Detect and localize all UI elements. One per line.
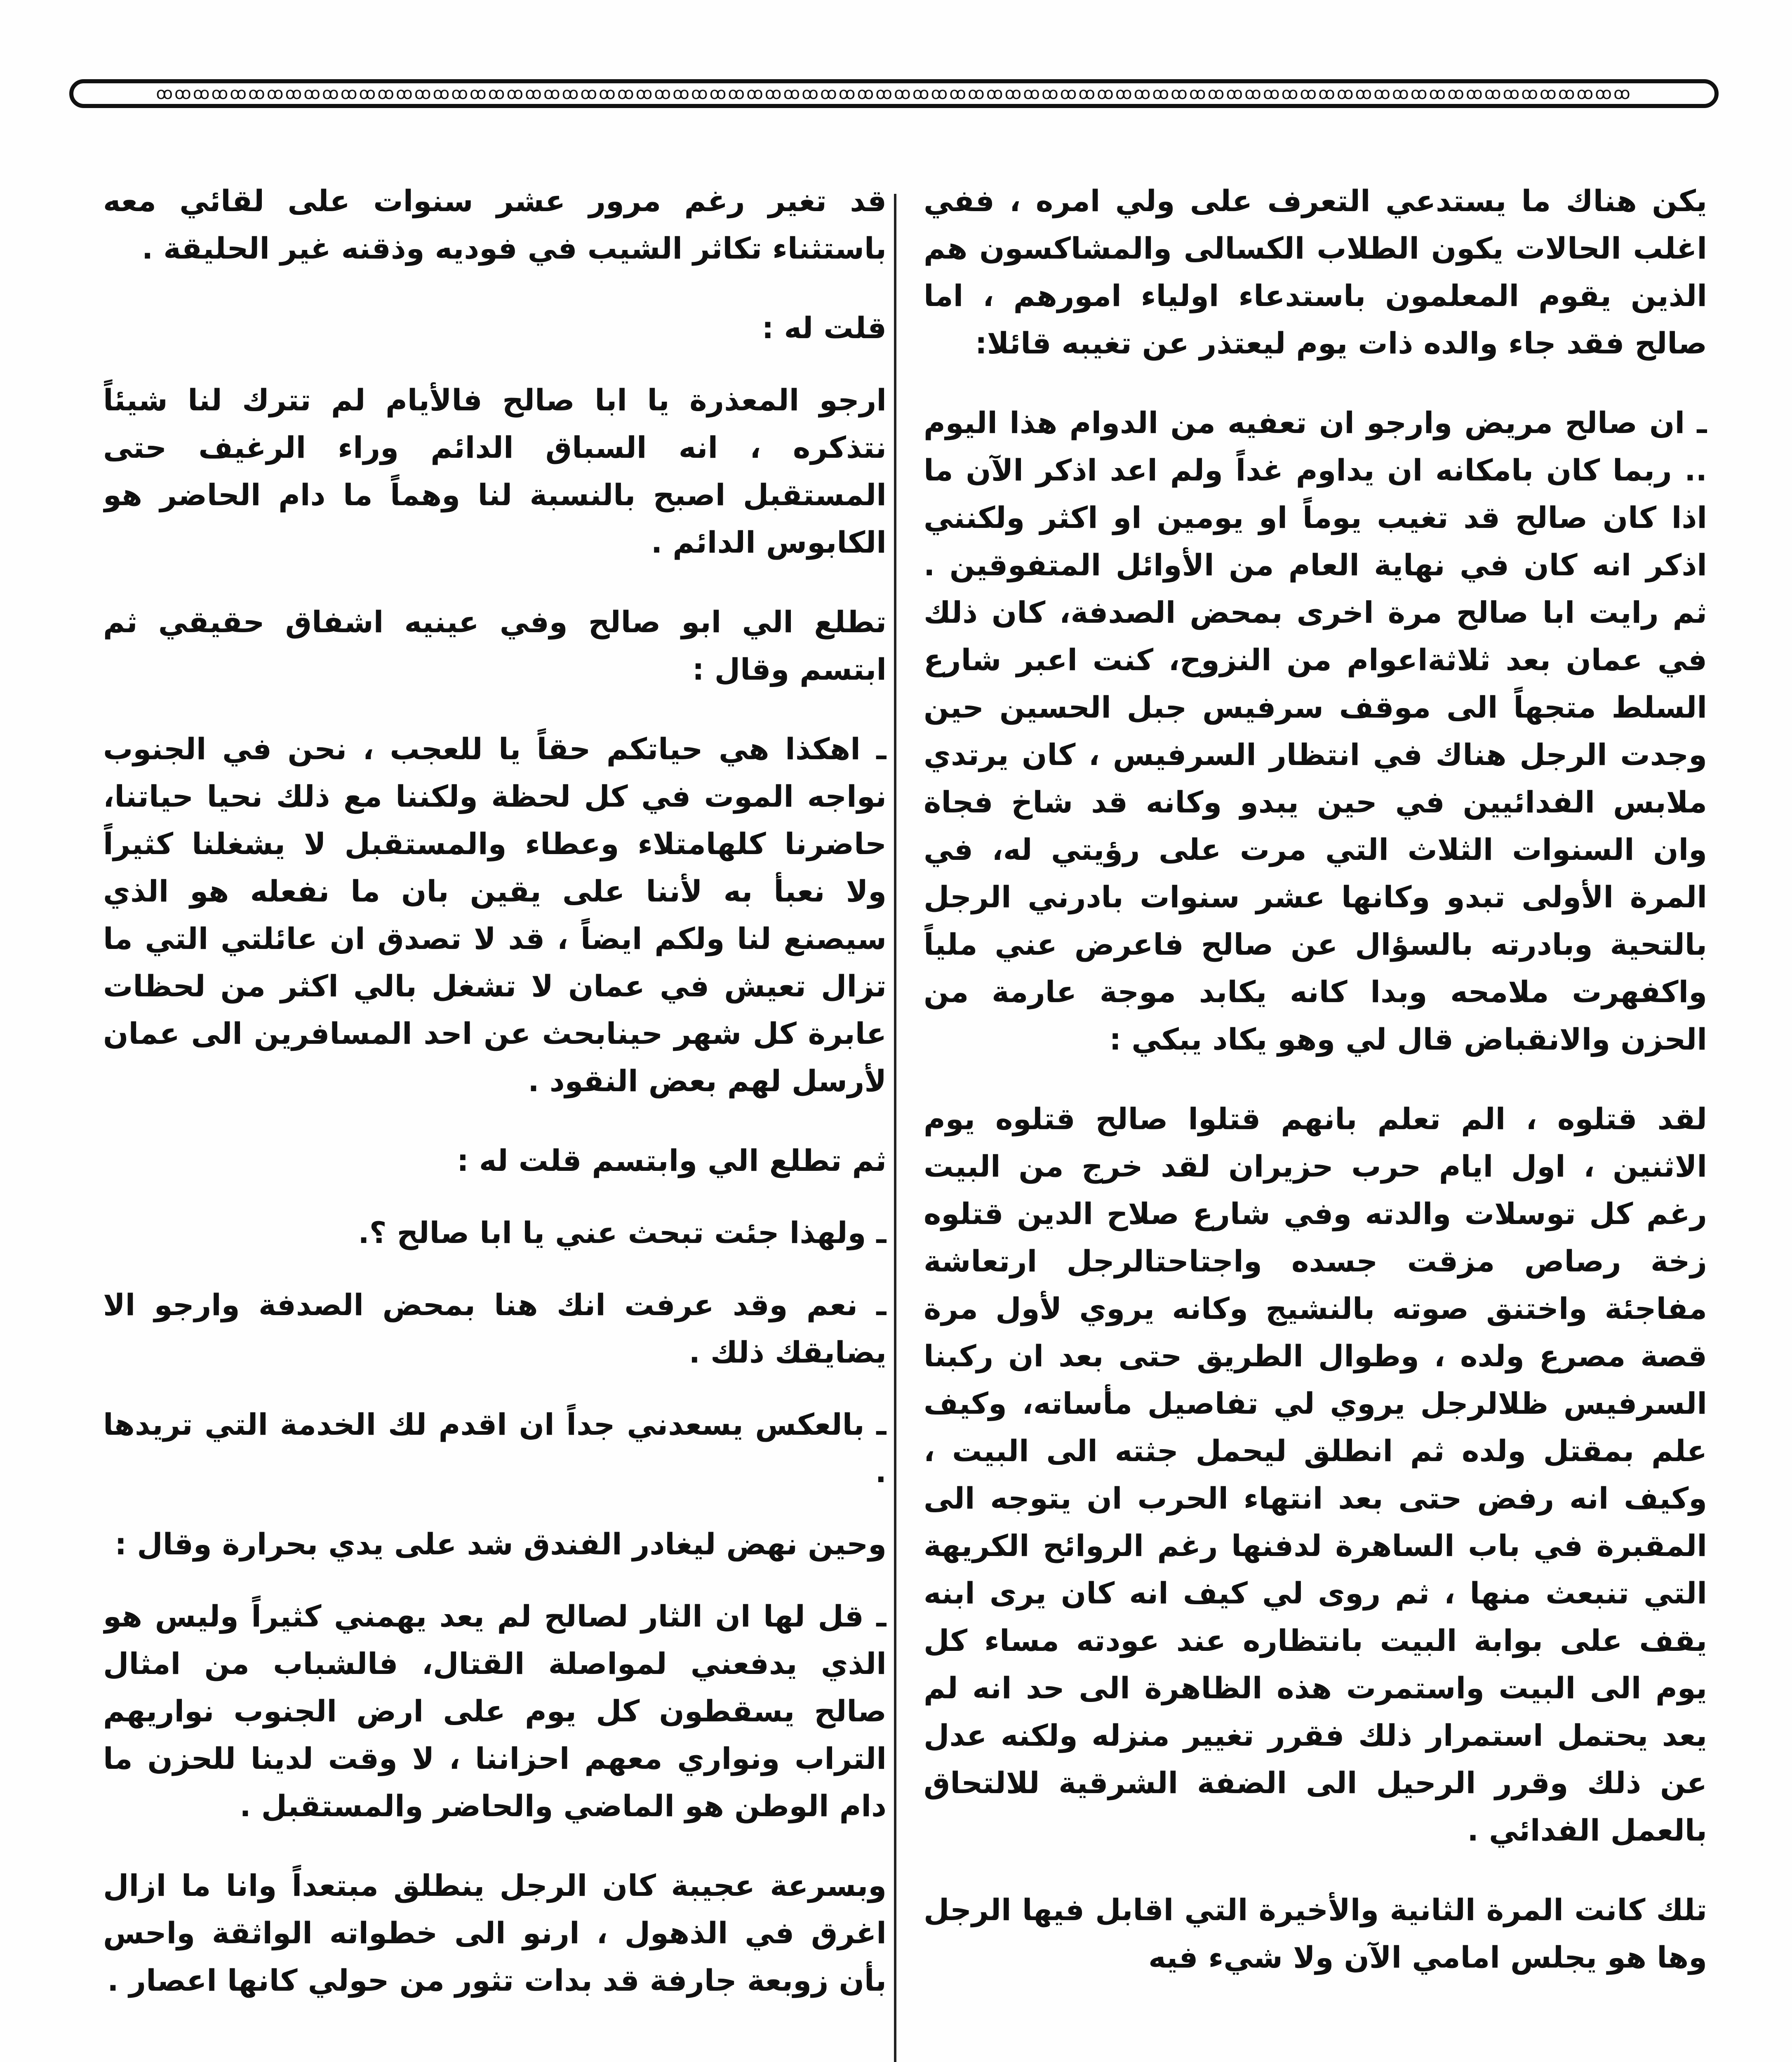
paragraph: ـ بالعكس يسعدني جداً ان اقدم لك الخدمة التي تريدها . xyxy=(103,1407,887,1489)
paragraph: ثم تطلع الي وابتسم قلت له : xyxy=(456,1143,887,1178)
paragraph: قد تغير رغم مرور عشر سنوات على لقائي معه باستثناء تكاثر الشيب في فوديه وذقنه غير الحليقة . xyxy=(103,184,887,266)
paragraph: ـ ولهذا جئت تبحث عني يا ابا صالح ؟. xyxy=(358,1215,887,1250)
paragraph: وحين نهض ليغادر الفندق شد على يدي بحرارة وقال : xyxy=(115,1527,887,1561)
paragraph: ارجو المعذرة يا ابا صالح فالأيام لم تترك لنا شيئاً نتذكره ، انه السباق الدائم وراء الرغيف حتى المستقبل اصبح بالنسبة لنا وهماً ما دام الحاضر هو الكابوس الدائم . xyxy=(103,383,887,560)
paragraph: ـ قل لها ان الثار لصالح لم يعد يهمني كثيراً وليس هو الذي يدفعني لمواصلة القتال، فالشباب من امثال صالح يسقطون كل يوم على ارض الجنوب نواريهم التراب ونواري معهم احزاننا ، لا وقت لدينا للحزن ما دام الوطن هو الماضي والحاضر والمستقبل . xyxy=(103,1599,887,1823)
paragraph: ـ ان صالح مريض وارجو ان تعفيه من الدوام هذا اليوم .. ربما كان بامكانه ان يداوم غداً ولم اعد اذكر الآن ما اذا كان صالح قد تغيب يوماً او يومين او اكثر ولكنني اذكر انه كان في نهاية العام من الأوائل المتفوقين . ثم رايت ابا صالح مرة اخرى بمحض الصدفة، كان ذلك في عمان بعد ثلاثةاعوام من النزوح، كنت اعبر شارع السلط متجهاً الى موقف سرفيس جبل الحسين حين وجدت الرجل هناك في انتظار السرفيس ، كان يرتدي ملابس الفدائيين في حين يبدو وكانه قد شاخ فجاة وان السنوات الثلاث التي مرت على رؤيتي له، في المرة الأولى تبدو وكانها عشر سنوات بادرني الرجل بالتحية وبادرته بالسؤال عن صالح فاعرض عني ملياً واكفهرت ملامحه وبدا كانه يكابد موجة عارمة من الحزن والانقباض قال لي وهو يكاد يبكي : xyxy=(924,405,1707,1057)
paragraph: ـ اهكذا هي حياتكم حقاً يا للعجب ، نحن في الجنوب نواجه الموت في كل لحظة ولكننا مع ذلك نحيا حياتنا، حاضرنا كلهامتلاء وعطاء والمستقبل لا يشغلنا كثيراً ولا نعبأ به لأننا على يقين بان ما نفعله هو الذي سيصنع لنا ولكم ايضاً ، قد لا تصدق ان عائلتي التي ما تزال تعيش في عمان لا تشغل بالي اكثر من لحظات عابرة كل شهر حينابحث عن احد المسافرين الى عمان لأرسل لهم بعض النقود . xyxy=(103,732,887,1098)
left-text-column xyxy=(103,177,887,2062)
paragraph: يكن هناك ما يستدعي التعرف على ولي امره ، ففي اغلب الحالات يكون الطلاب الكسالى والمشاكسون هم الذين يقوم المعلمون باستدعاء اولياء امورهم ، اما صالح فقد جاء والده ذات يوم ليعتذر عن تغيبه قائلا: xyxy=(924,184,1707,360)
header-ornament: ꚙꚙꚙꚙꚙꚙꚙꚙꚙꚙꚙꚙꚙꚙꚙꚙꚙꚙꚙꚙꚙꚙꚙꚙꚙꚙꚙꚙꚙꚙꚙꚙꚙꚙꚙꚙꚙꚙꚙꚙꚙꚙꚙꚙꚙꚙꚙꚙꚙꚙꚙꚙꚙꚙꚙꚙꚙꚙꚙꚙꚙꚙꚙꚙꚙꚙꚙꚙꚙꚙꚙꚙꚙꚙꚙꚙꚙꚙꚙꚙ xyxy=(156,84,1632,103)
paragraph: تطلع الي ابو صالح وفي عينيه اشفاق حقيقي ثم ابتسم وقال : xyxy=(103,605,887,687)
paragraph: لقد قتلوه ، الم تعلم بانهم قتلوا صالح قتلوه يوم الاثنين ، اول ايام حرب حزيران لقد خرج من البيت رغم كل توسلات والدته وفي شارع صلاح الدين قتلوه زخة رصاص مزقت جسده واجتاحتالرجل ارتعاشة مفاجئة واختنق صوته بالنشيج وكانه يروي لأول مرة قصة مصرع ولده ، وطوال الطريق حتى بعد ان ركبنا السرفيس ظلالرجل يروي لي تفاصيل مأساته، وكيف علم بمقتل ولده ثم انطلق ليحمل جثته الى البيت ، وكيف انه رفض حتى بعد انتهاء الحرب ان يتوجه الى المقبرة في باب الساهرة لدفنها رغم الروائح الكريهة التي تنبعث منها ، ثم روى لي كيف انه كان يرى ابنه يقف على بوابة البيت بانتظاره عند عودته مساء كل يوم الى البيت واستمرت هذه الظاهرة الى حد انه لم يعد يحتمل استمرار ذلك فقرر تغيير منزله ولكنه عدل عن ذلك وقرر الرحيل الى الضفة الشرقية للالتحاق بالعمل الفدائي . xyxy=(924,1102,1707,1848)
paragraph: وبسرعة عجيبة كان الرجل ينطلق مبتعداً وانا ما ازال اغرق في الذهول ، ارنو الى خطواته الواثقة واحس بأن زوبعة جارفة قد بدات تثور من حولي كانها اعصار . xyxy=(103,1868,887,1998)
paragraph: قلت له : xyxy=(762,311,887,345)
right-text-column xyxy=(924,177,1707,2062)
column-divider xyxy=(894,194,896,2062)
paragraph: تلك كانت المرة الثانية والأخيرة التي اقابل فيها الرجل وها هو يجلس امامي الآن ولا شيء فيه xyxy=(924,1893,1707,1975)
header-ornament-border xyxy=(69,79,1719,108)
paragraph: ـ نعم وقد عرفت انك هنا بمحض الصدفة وارجو الا يضايقك ذلك . xyxy=(103,1288,887,1370)
